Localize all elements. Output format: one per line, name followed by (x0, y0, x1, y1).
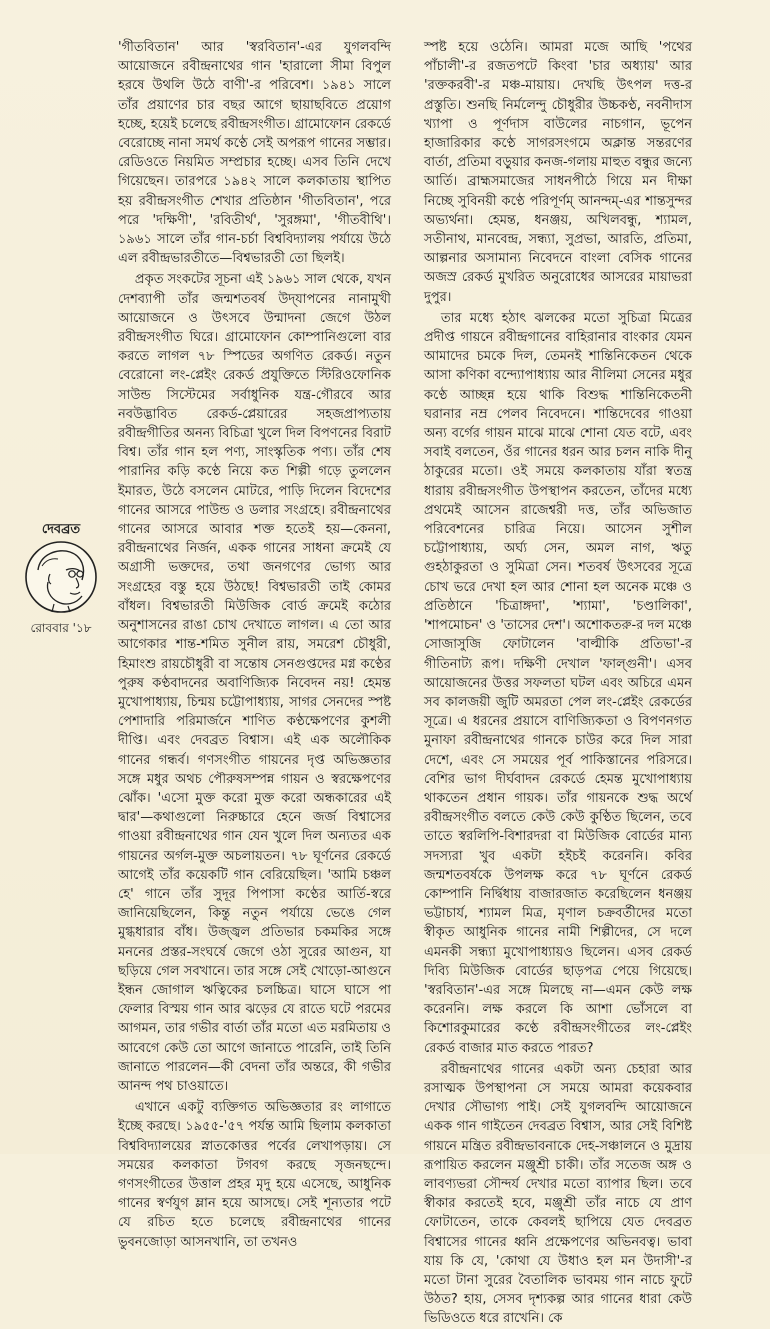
paragraph: তার মধ্যে হঠাৎ ঝলকের মতো সুচিত্রা মিত্রের প্রদীপ্ত গায়নে রবীন্দ্রগানের বাহিরানার বাংকার যেমন আমাদের চমকে দিল, তেমনই শান্তিনিকেতন থেকে আসা কণিকা বন্দ্যোপাধ্যায় আর নীলিমা সেনের মধুর কণ্ঠে আচ্ছন্ন হয়ে থাকি বিশুদ্ধ শান্তিনিকেতনী ঘরানার নম্র পেলব নিবেদনে। শান্তিদেবের গাওয়া অন্য বর্গের গায়ন মাঝে মাঝে শোনা যেত বটে, এবং সবাই বলতেন, ওঁর গানের ধরন আর চলন নাকি দীনু ঠাকুরের মতো। ওই সময়ে কলকাতায় যাঁরা স্বতন্ত্র ধারায় রবীন্দ্রসংগীত উপস্থাপন করতেন, তাঁদের মধ্যে প্রথমেই আসেন রাজেশ্বরী দত্ত, তাঁর অভিজাত পরিবেশনের চারিত্র নিয়ে। আসেন সুশীল চট্টোপাধ্যায়, অর্ঘ্য সেন, অমল নাগ, ঋতু গুহঠাকুরতা ও সুমিত্রা সেন। শতবর্ষ উৎসবের সূত্রে চোখ ভরে দেখা হল আর শোনা হল অনেক মঞ্চে ও প্রতিষ্ঠানে 'চিত্রাঙ্গদা', 'শ্যামা', 'চণ্ডালিকা', 'শাপমোচন' ও 'তাসের দেশ'। অশোকতরু-র দল মঞ্চে সোজাসুজি ফোটালেন 'বাল্মীকি প্রতিভা'-র গীতিনাট্য রূপ। দক্ষিণী দেখাল 'ফাল্গুনী'। এসব আয়োজনের উত্তর সফলতা ঘটল এবং অচিরে এমন সব কালজয়ী জুটি অমরতা পেল লং-প্লেইং রেকর্ডের সূত্রে। এ ধরনের প্রয়াসে বাণিজ্যিকতা ও বিপণনগত মুনাফা রবীন্দ্রনাথের গানকে চাউর করে দিল সারা দেশে, এবং সে সময়ের পূর্ব পাকিস্তানের পরিসরে। বেশির ভাগ দীর্ঘবাদন রেকর্ডে হেমন্ত মুখোপাধ্যায় থাকতেন প্রধান গায়ক। তাঁর গায়নকে শুদ্ধ অর্থে রবীন্দ্রসংগীত বলতে কেউ কেউ কুণ্ঠিত ছিলেন, তবে তাতে স্বরলিপি-বিশারদরা বা মিউজিক বোর্ডের মান্য সদস্যরা খুব একটা হইচই করেননি। কবির জন্মশতবর্ষকে উপলক্ষ করে ৭৮ ঘূর্ণনে রেকর্ড কোম্পানি নির্দ্বিধায় বাজারজাত করেছিলেন ধনঞ্জয় ভট্টাচার্য, শ্যামল মিত্র, মৃণাল চক্রবর্তীদের মতো স্বীকৃত আধুনিক গানের নামী শিল্পীদের, সে দলে এমনকী সন্ধ্যা মুখোপাধ্যায়ও ছিলেন। এসব রেকর্ড দিব্যি মিউজিক বোর্ডের ছাড়পত্র পেয়ে গিয়েছে। 'স্বরবিতান'-এর সঙ্গে মিলছে না—এমন কেউ লক্ষ করেননি। লক্ষ করলে কি আশা ভোঁসলে বা কিশোরকুমারের কণ্ঠে রবীন্দ্রসংগীতের লং-প্লেইং রেকর্ড বাজার মাত করতে পারত? (424, 310, 692, 1056)
paragraph: এখানে একটু ব্যক্তিগত অভিজ্ঞতার রং লাগাতে ইচ্ছে করছে। ১৯৫৫-'৫৭ পর্যন্ত আমি ছিলাম কলকাতা বিশ্ববিদ্যালয়ের স্নাতকোত্তর পর্বের লেখাপড়ায়। সে সময়ের কলকাতা টগবগ করছে সৃজনছন্দে। গণসংগীতের উত্তাল প্রহর মৃদু হয়ে এসেছে, আধুনিক গানের স্বর্ণযুগ ম্লান হয়ে আসছে। সেই শূন্যতার পটে যে রচিত হতে চলেছে রবীন্দ্রনাথের গানের ভুবনজোড়া আসনখানি, তা তখনও (118, 1100, 391, 1250)
sketch-portrait-icon (24, 540, 98, 614)
stamp-tag: রোববার '১৮ (30, 621, 92, 635)
paragraph: 'গীতবিতান' আর 'স্বরবিতান'-এর যুগলবন্দি আয়োজনে রবীন্দ্রনাথের গান 'হারালো সীমা বিপুল হরষে উথলি উঠে বাণী'-র পরিবেশ। ১৯৪১ সালে তাঁর প্রয়াণের চার বছর আগে ছায়াছবিতে প্রয়োগ হচ্ছে, হয়েই চলেছে রবীন্দ্রসংগীত। গ্রামোফোন রেকর্ডে বেরোচ্ছে নানা সমর্থ কণ্ঠে সেই অপরূপ গানের সম্ভার। রেডিওতে নিয়মিত সম্প্রচার হচ্ছে। এসব তিনি দেখে গিয়েছেন। তারপরে ১৯৪২ সালে কলকাতায় স্থাপিত হয় রবীন্দ্রসংগীত শেখার প্রতিষ্ঠান 'গীতবিতান', পরে পরে 'দক্ষিণী', 'রবিতীর্থ', 'সুরঙ্গমা', 'গীতবীথি'। ১৯৬১ সালে তাঁর গান-চর্চা বিশ্ববিদ্যালয় পর্যায়ে উঠে এল রবীন্দ্রভারতীতে—বিশ্বভারতী তো ছিলই। (118, 40, 391, 267)
paragraph: প্রকৃত সংকটের সূচনা এই ১৯৬১ সাল থেকে, যখন দেশব্যাপী তাঁর জন্মশতবর্ষ উদ্‌যাপনের নানামুখী আয়োজনে ও উৎসবে উন্মাদনা জেগে উঠল রবীন্দ্রসংগীত ঘিরে। গ্রামোফোন কোম্পানিগুলো বার করতে লাগল ৭৮ স্পিডের অগণিত রেকর্ড। নতুন বেরোনো লং-প্লেইং রেকর্ড প্রযুক্তিতে স্টিরিওফোনিক সাউন্ড সিস্টেমের সর্বাধুনিক যন্ত্র-গৌরবে আর নবউদ্ভাবিত রেকর্ড-প্লেয়ারের সহজপ্রাপ্যতায় রবীন্দ্রগীতির অনন্য বিচিত্রা খুলে দিল বিপণনের বিরাট বিশ্ব। তাঁর গান হল পণ্য, সাংস্কৃতিক পণ্য। তাঁর শেষ পারানির কড়ি কণ্ঠে নিয়ে কত শিল্পী গড়ে তুললেন ইমারত, উঠে বসলেন মোটরে, পাড়ি দিলেন বিদেশের গানের আসরে পাউন্ড ও ডলার সংগ্রহে। রবীন্দ্রনাথের গানের আসরে আবার শক্ত হতেই হয়—কেননা, রবীন্দ্রনাথের নির্জন, একক গানের সাধনা ক্রমেই যে অগ্রাসী ভক্তদের, তথা জনগণের ভোগ্য আর সংগ্রহের বস্তু হয়ে উঠছে! বিশ্বভারতী তাই কোমর বাঁধল। বিশ্বভারতী মিউজিক বোর্ড ক্রমেই কঠোর অনুশাসনের রাঙা চোখ দেখাতে লাগল। এ তো আর আগেকার শান্ত-শমিত সুনীল রায়, সমরেশ চৌধুরী, হিমাংশু রায়চৌধুরী বা সন্তোষ সেনগুপ্তদের মগ্ন কণ্ঠের পুরুষ কণ্ঠবাদনের অবাণিজ্যিক নিবেদন নয়! হেমন্ত মুখোপাধ্যায়, চিন্ময় চট্টোপাধ্যায়, সাগর সেনদের স্পষ্ট পেশাদারি পরিমার্জনে শাণিত কণ্ঠক্ষেপণের কুশলী দীপ্তি। এবং দেবব্রত বিশ্বাস। এই এক অলৌকিক গানের গন্ধর্ব। গণসংগীত গায়নের দৃপ্ত অভিজ্ঞতার সঙ্গে মধুর অথচ পৌরুষসম্পন্ন গায়ন ও স্বরক্ষেপণের ঝোঁক। 'এসো মুক্ত করো মুক্ত করো অন্ধকারের এই দ্বার'—কথাগুলো নিরুচ্চারে হেনে জর্জ বিশ্বাসের গাওয়া রবীন্দ্রনাথের গান যেন খুলে দিল অন্যতর এক গায়নের অর্গল-মুক্ত অচলায়তন। ৭৮ ঘূর্ণনের রেকর্ডে আগেই তাঁর কয়েকটি গান বেরিয়েছিল। 'আমি চঞ্চল হে' গানে তাঁর সুদূর পিপাসা কণ্ঠের আর্তি-স্বরে জানিয়েছিলেন, কিন্তু নতুন পর্যায়ে ভেঙে গেল মুগ্ধধারার বাঁধ। উজ্জ্বল প্রতিভার চকমকির সঙ্গে মননের প্রস্তর-সংঘর্ষে জেগে ওঠা সুরের আগুন, যা ছড়িয়ে গেল সবখানে। তার সঙ্গে সেই খোড়ো-আগুনে ইন্ধন জোগাল ঋত্বিকের চলচ্চিত্র। ঘাসে ঘাসে পা ফেলার বিস্ময় গান আর ঝড়ের যে রাতে ঘটে পরমের আগমন, তার গভীর বার্তা তাঁর মতো এত মরমিতায় ও আবেগে কেউ তো আগে জানাতে পারেনি, তাই তিনি জানাতে পারলেন—কী বেদনা তাঁর অন্তরে, কী গভীর আনন্দ পথ চাওয়াতে। (118, 272, 391, 1094)
paragraph: রবীন্দ্রনাথের গানের একটা অন্য চেহারা আর রসাত্মক উপস্থাপনা সে সময়ে আমরা কয়েকবার দেখার সৌভাগ্য পাই। সেই যুগলবন্দি আয়োজনে একক গান গাইতেন দেবব্রত বিশ্বাস, আর সেই বিশিষ্ট গায়নে মন্ত্রিত রবীন্দ্রভাবনাকে দেহ-সঞ্চালনে ও মুদ্রায় রূপায়িত করলেন মঞ্জুশ্রী চাকী। তাঁর সতেজ অঙ্গ ও লাবণ্যভরা সৌন্দর্য দেখার মতো ব্যাপার ছিল। তবে স্বীকার করতেই হবে, মঞ্জুশ্রী তাঁর নাচে যে প্রাণ ফোটাতেন, তাকে কেবলই ছাপিয়ে যেত দেবব্রত বিশ্বাসের গানের ধ্বনি প্রক্ষেপণের অভিনবত্ব। ভাবা যায় কি যে, 'কোথা যে উধাও হল মন উদাসী'-র মতো টানা সুরের বৈতালিক ভাবময় গান নাচে ফুটে উঠত? হায়, সেসব দৃশ্যকল্প আর গানের ধারা কেউ ভিডিওতে ধরে রাখেনি। কে (424, 1061, 692, 1327)
paragraph: স্পষ্ট হয়ে ওঠেনি। আমরা মজে আছি 'পথের পাঁচালী'-র রজতপটে কিংবা 'চার অধ্যায়' আর 'রক্তকরবী'-র মঞ্চ-মায়ায়। দেখছি উৎপল দত্ত-র প্রস্তুতি। শুনছি নির্মলেন্দু চৌধুরীর উচ্চকণ্ঠ, নবনীদাস খ্যাপা ও পূর্ণদাস বাউলের নাচগান, ভূপেন হাজারিকার কণ্ঠে সাগরসংগমে অক্লান্ত সন্তরণের বার্তা, প্রতিমা বড়ুয়ার কনজ-গলায় মাহুত বন্ধুর জন্যে আর্তি। ব্রাহ্মসমাজের সাধনপীঠে গিয়ে মন দীক্ষা নিচ্ছে সুবিনয়ী কণ্ঠে পরিপূর্ণম্‌ আনন্দম্‌-এর শান্তসুন্দর অভ্যর্থনা। হেমন্ত, ধনঞ্জয়, অখিলবন্ধু, শ্যামল, সতীনাথ, মানবেন্দ্র, সন্ধ্যা, সুপ্রভা, আরতি, প্রতিমা, আল্পনার অসামান্য নিবেদনে বাংলা বেসিক গানের অজস্র রেকর্ড মুখরিত অনুরোধের আসরের মায়াভরা দুপুর। (424, 40, 692, 305)
author-stamp (20, 520, 102, 660)
right-text-column (424, 38, 692, 1327)
left-text-column (118, 38, 391, 1250)
stamp-name: দেবব্রত (41, 522, 81, 537)
